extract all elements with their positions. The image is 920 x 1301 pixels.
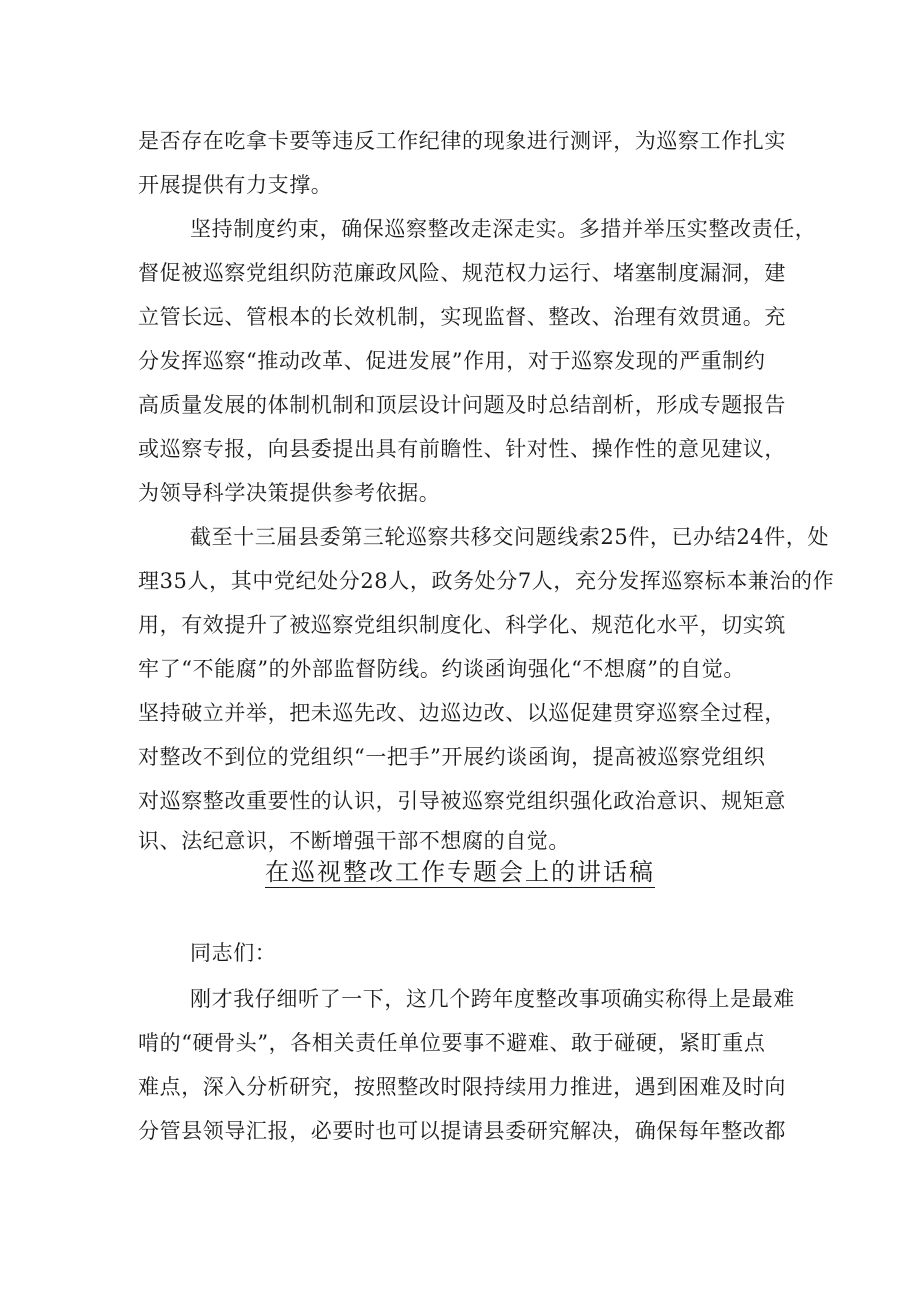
body-line: 理35人，其中党纪处分28人，政务处分7人，充分发挥巡察标本兼治的作 bbox=[138, 569, 835, 593]
body-line: 识、法纪意识，不断增强干部不想腐的自觉。 bbox=[138, 829, 570, 853]
body-line: 用，有效提升了被巡察党组织制度化、科学化、规范化水平，切实筑 bbox=[138, 613, 786, 637]
body-line: 牢了“不能腐”的外部监督防线。约谈函询强化“不想腐”的自觉。 bbox=[138, 657, 745, 681]
body-line: 截至十三届县委第三轮巡察共移交问题线索25件，已办结24件，处 bbox=[190, 525, 830, 549]
speech-line: 难点，深入分析研究，按照整改时限持续用力推进，遇到困难及时向 bbox=[138, 1075, 786, 1099]
body-line: 分发挥巡察“推动改革、促进发展”作用，对于巡察发现的严重制约 bbox=[138, 349, 766, 373]
speech-line: 刚才我仔细听了一下，这几个跨年度整改事项确实称得上是最难 bbox=[190, 987, 795, 1011]
speech-line: 分管县领导汇报，必要时也可以提请县委研究解决，确保每年整改都 bbox=[138, 1119, 786, 1143]
salutation: 同志们： bbox=[190, 941, 277, 965]
speech-title-text: 在巡视整改工作专题会上的讲话稿 bbox=[265, 858, 655, 886]
body-line: 督促被巡察党组织防范廉政风险、规范权力运行、堵塞制度漏洞，建 bbox=[138, 261, 786, 285]
body-line: 对整改不到位的党组织“一把手”开展约谈函询，提高被巡察党组织 bbox=[138, 745, 766, 769]
body-line: 高质量发展的体制机制和顶层设计问题及时总结剖析，形成专题报告 bbox=[138, 393, 786, 417]
body-line: 是否存在吃拿卡要等违反工作纪律的现象进行测评，为巡察工作扎实 bbox=[138, 129, 786, 153]
body-line: 为领导科学决策提供参考依据。 bbox=[138, 481, 441, 505]
body-line: 对巡察整改重要性的认识，引导被巡察党组织强化政治意识、规矩意 bbox=[138, 789, 786, 813]
speech-title bbox=[0, 856, 920, 888]
body-line: 开展提供有力支撑。 bbox=[138, 173, 333, 197]
body-line: 或巡察专报，向县委提出具有前瞻性、针对性、操作性的意见建议， bbox=[138, 437, 786, 461]
body-line: 立管长远、管根本的长效机制，实现监督、整改、治理有效贯通。充 bbox=[138, 305, 786, 329]
body-line: 坚持破立并举，把未巡先改、边巡边改、以巡促建贯穿巡察全过程， bbox=[138, 701, 786, 725]
body-line: 坚持制度约束，确保巡察整改走深走实。多措并举压实整改责任， bbox=[190, 217, 817, 241]
speech-line: 啃的“硬骨头”，各相关责任单位要事不避难、敢于碰硬，紧盯重点 bbox=[138, 1031, 766, 1055]
